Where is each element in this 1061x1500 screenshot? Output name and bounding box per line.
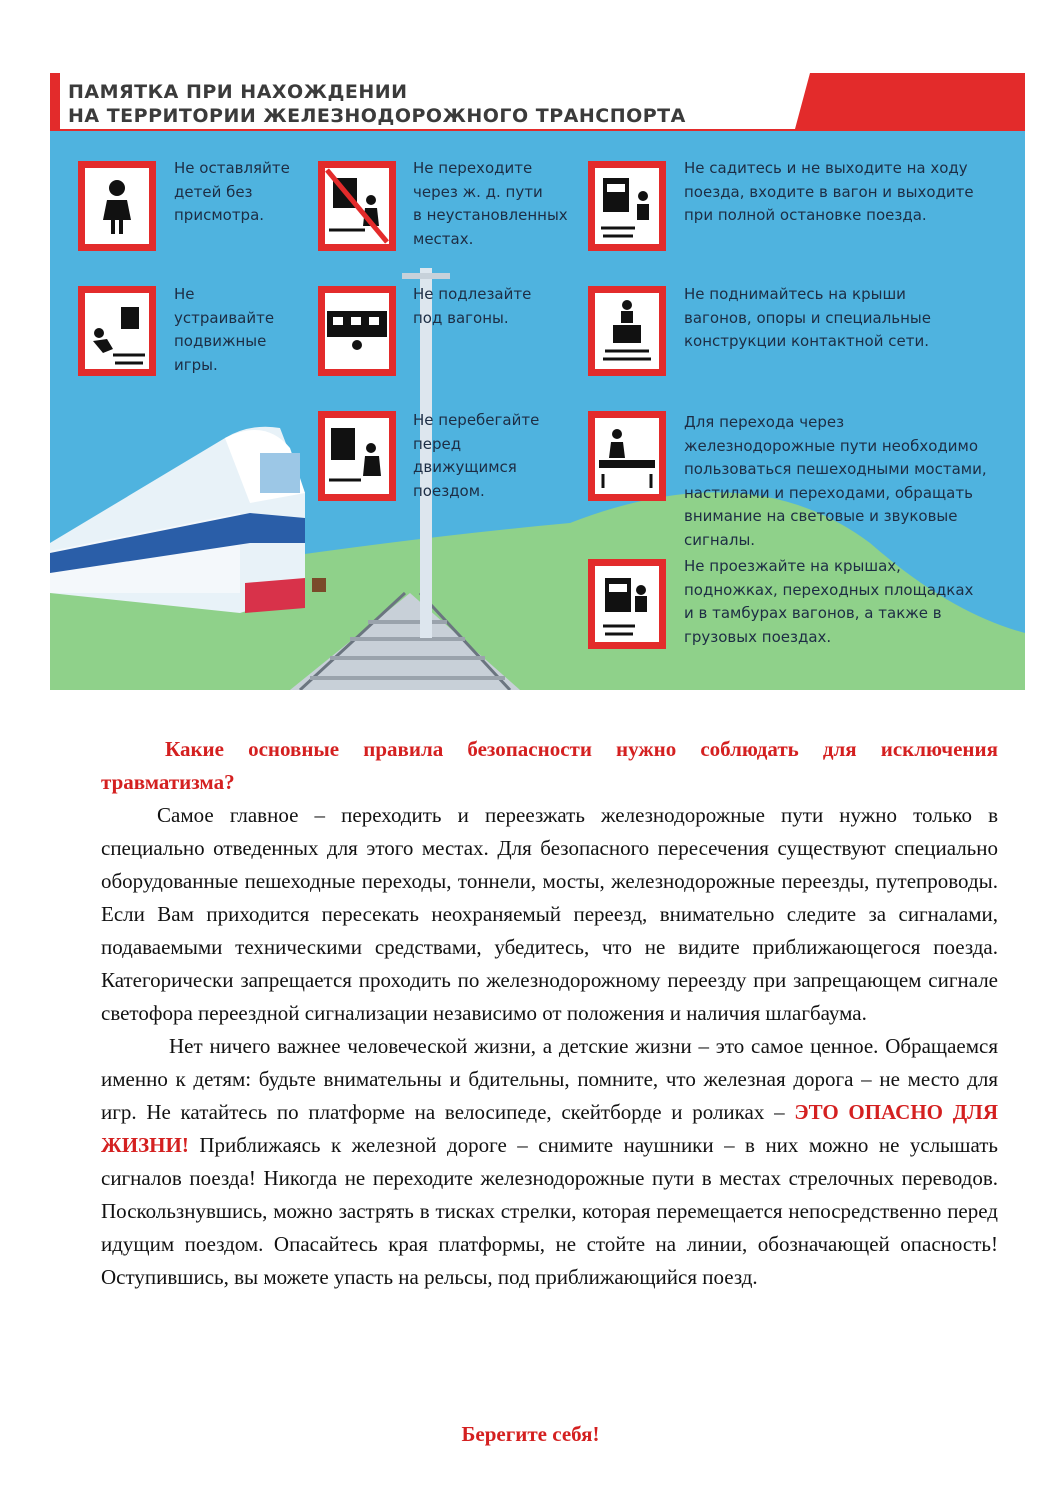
article-paragraph-1: Самое главное – переходить и переезжать железнодорожные пути нужно только в специально отведенных для этого местах. Для безопасного пересечения существуют специально оборудованные пешеходные переходы, тоннели, мосты, железнодорожные переезды, путепроводы. Если Вам приходится пересекать неохраняемый переезд, внимательно следите за сигналами, подаваемыми техническими средствами, убедитесь, что не видите приближающегося поезда. Категорически запрещается проходить по железнодорожному переезду при запрещающем сигнале светофора переездной сигнализации независимо от положения и наличия шлагбаума. <box>101 803 998 1025</box>
danger-warning: ЭТО ОПАСНО ДЛЯ ЖИЗНИ! <box>101 1100 998 1157</box>
rule-text-4: Не устраивайте подвижные игры. <box>174 285 275 374</box>
running-before-train-icon <box>318 411 396 501</box>
rule-text-3: Не садитесь и не выходите на ходу поезда, входите в вагон и выходите при полной остановке поезда. <box>684 159 974 224</box>
riding-outside-icon <box>588 559 666 649</box>
boarding-train-icon <box>588 161 666 251</box>
child-alone-icon <box>78 161 156 251</box>
safety-poster <box>50 73 1025 690</box>
rule-text-9: Не проезжайте на крышах, подножках, переходных площадках и в тамбурах вагонов, а также в грузовых поездах. <box>684 557 974 646</box>
under-wagon-icon <box>318 286 396 376</box>
rule-text-5: Не подлезайте под вагоны. <box>413 285 532 327</box>
closing-line: Берегите себя! <box>461 1422 600 1446</box>
poster-title-line1: ПАМЯТКА ПРИ НАХОЖДЕНИИ <box>68 81 408 103</box>
playing-child-icon <box>78 286 156 376</box>
article <box>101 733 998 1294</box>
paragraph-2-end: Приближаясь к железной дороге – снимите наушники – в них можно не услышать сигналов поезда! Никогда не переходите железнодорожные пути в местах стрелочных переводов. Поскользнувшись, можно застрять в тисках стрелки, которая перемещается непосредственно перед идущим поездом. Опасайтесь края платформы, не стойте на линии, обозначающей опасность! Оступившись, вы можете упасть на рельсы, под приближающийся поезд. <box>101 1133 998 1289</box>
rule-text-6: Не поднимайтесь на крыши вагонов, опоры и специальные конструкции контактной сети. <box>684 285 932 350</box>
wagon-roof-icon <box>588 286 666 376</box>
pedestrian-bridge-icon <box>588 411 666 501</box>
rule-text-7: Не перебегайте перед движущимся поездом. <box>413 411 540 500</box>
poster-title-line2: НА ТЕРРИТОРИИ ЖЕЛЕЗНОДОРОЖНОГО ТРАНСПОРТА <box>68 105 686 127</box>
article-question: Какие основные правила безопасности нужно соблюдать для исключения травматизма? <box>101 737 998 794</box>
rule-text-8: Для перехода через железнодорожные пути необходимо пользоваться пешеходными мостами, настилами и переходами, обращать внимание на световые и звуковые сигналы. <box>684 413 987 549</box>
no-crossing-icon <box>318 161 396 251</box>
paragraph-2-start: Нет ничего важнее человеческой жизни, а детские жизни – это самое ценное. Обращаемся именно к детям: будьте внимательны и бдительны, помните, что железная дорога – не место для игр. Не катайтесь по платформе на велосипеде, скейтборде и роликах – <box>101 1034 998 1124</box>
rule-text-1: Не оставляйте детей без присмотра. <box>174 159 290 224</box>
article-paragraph-2 <box>101 1030 998 1294</box>
rule-text-2: Не переходите через ж. д. пути в неустановленных местах. <box>413 159 568 248</box>
